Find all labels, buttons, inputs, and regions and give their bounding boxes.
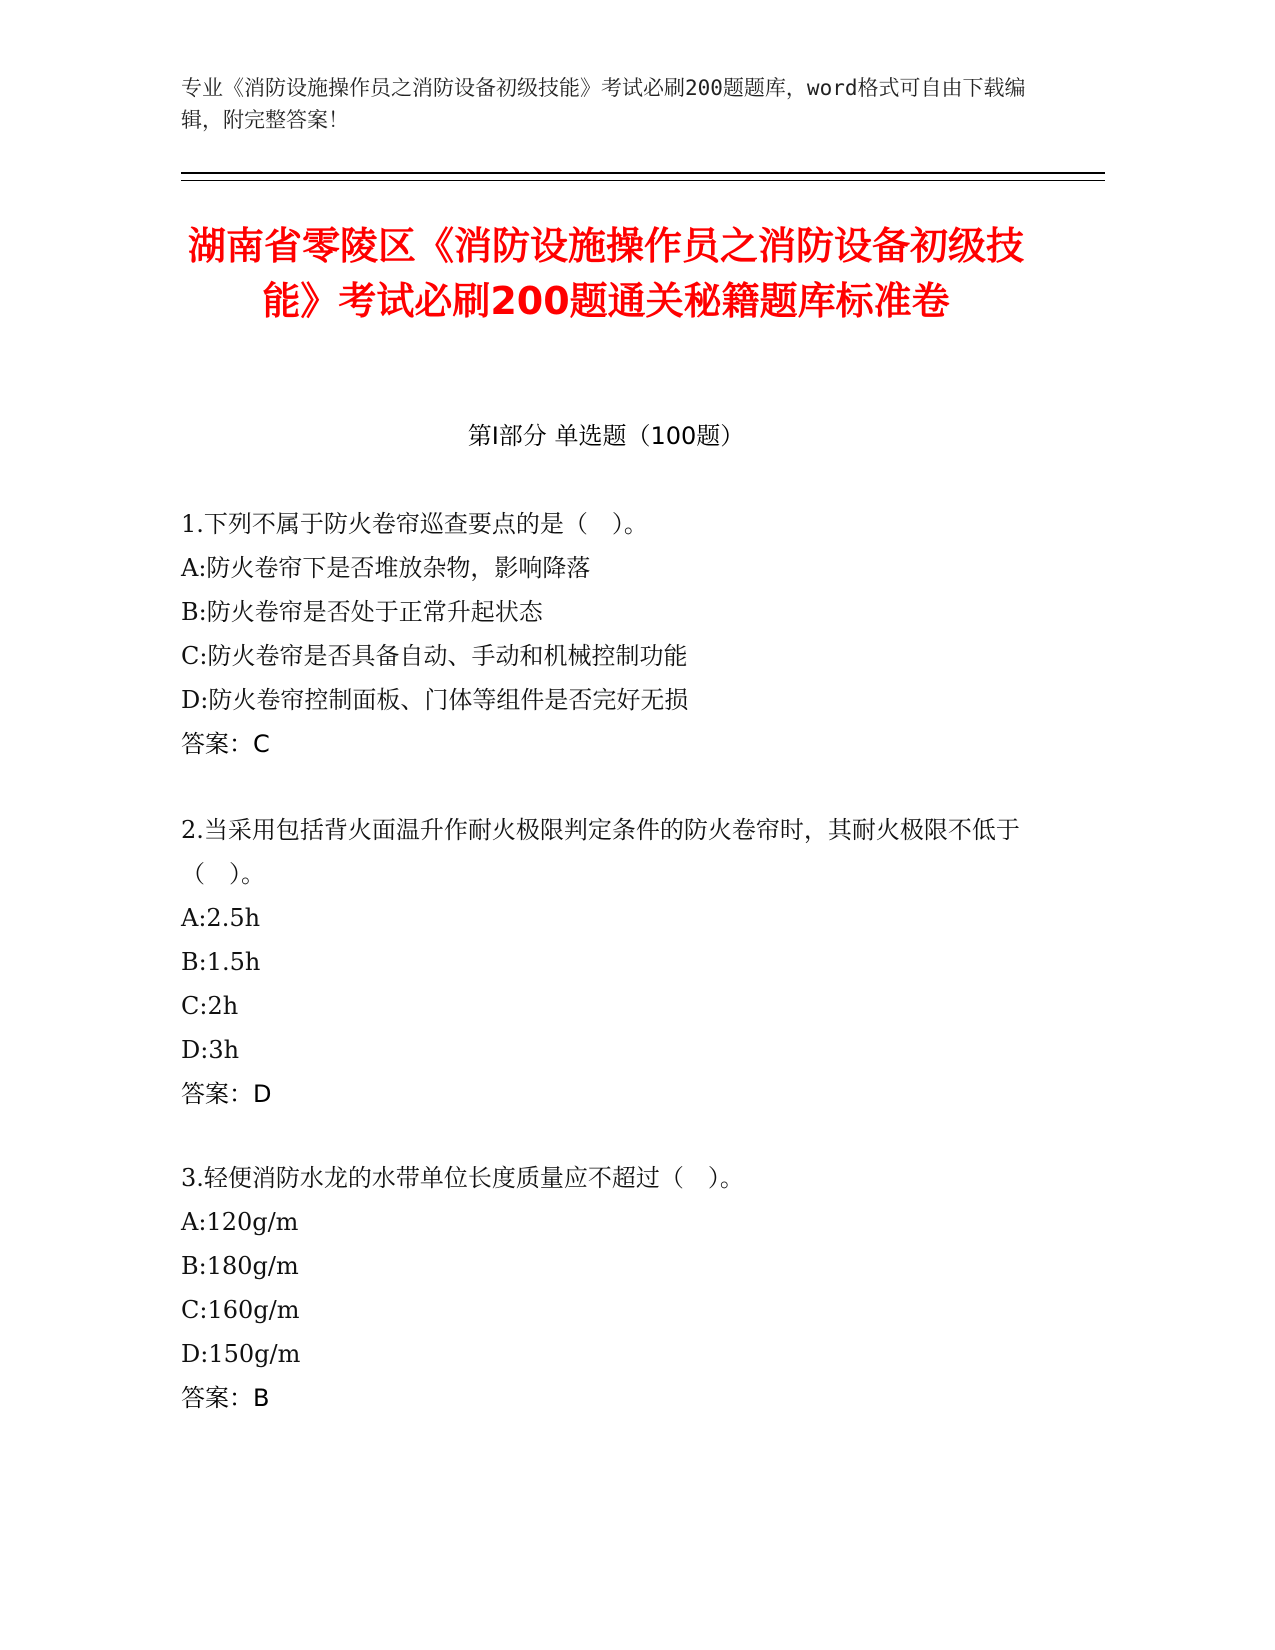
question-stem: 3.轻便消防水龙的水带单位长度质量应不超过（ ）。 — [181, 1164, 744, 1192]
header-divider-thin — [181, 180, 1105, 181]
option-c: C:2h — [181, 992, 239, 1020]
option-a: A:120g/m — [181, 1208, 299, 1236]
answer-line: 答案：D — [181, 1080, 272, 1108]
option-d: D:3h — [181, 1036, 240, 1064]
document-title: 湖南省零陵区《消防设施操作员之消防设备初级技能》考试必刷200题通关秘籍题库标准卷 — [187, 224, 1024, 323]
option-b: B:防火卷帘是否处于正常升起状态 — [181, 598, 543, 626]
section-title: 第Ⅰ部分 单选题（100题） — [467, 422, 745, 450]
option-d: D:150g/m — [181, 1340, 301, 1368]
option-b: B:180g/m — [181, 1252, 299, 1280]
header-divider-thick — [181, 172, 1105, 174]
question-stem: 2.当采用包括背火面温升作耐火极限判定条件的防火卷帘时，其耐火极限不低于（ ）。 — [181, 816, 1020, 888]
option-a: A:防火卷帘下是否堆放杂物，影响降落 — [181, 554, 591, 582]
option-d: D:防火卷帘控制面板、门体等组件是否完好无损 — [181, 686, 689, 714]
option-b: B:1.5h — [181, 948, 261, 976]
question-stem: 1.下列不属于防火卷帘巡查要点的是（ ）。 — [181, 510, 648, 538]
answer-line: 答案：B — [181, 1384, 270, 1412]
question-1 — [181, 502, 1041, 766]
question-2 — [181, 808, 1041, 1116]
question-3 — [181, 1156, 1041, 1420]
option-c: C:防火卷帘是否具备自动、手动和机械控制功能 — [181, 642, 688, 670]
option-a: A:2.5h — [181, 904, 261, 932]
answer-line: 答案：C — [181, 730, 270, 758]
option-c: C:160g/m — [181, 1296, 300, 1324]
document-intro: 专业《消防设施操作员之消防设备初级技能》考试必刷200题题库，word格式可自由下载编辑，附完整答案！ — [181, 76, 1026, 132]
